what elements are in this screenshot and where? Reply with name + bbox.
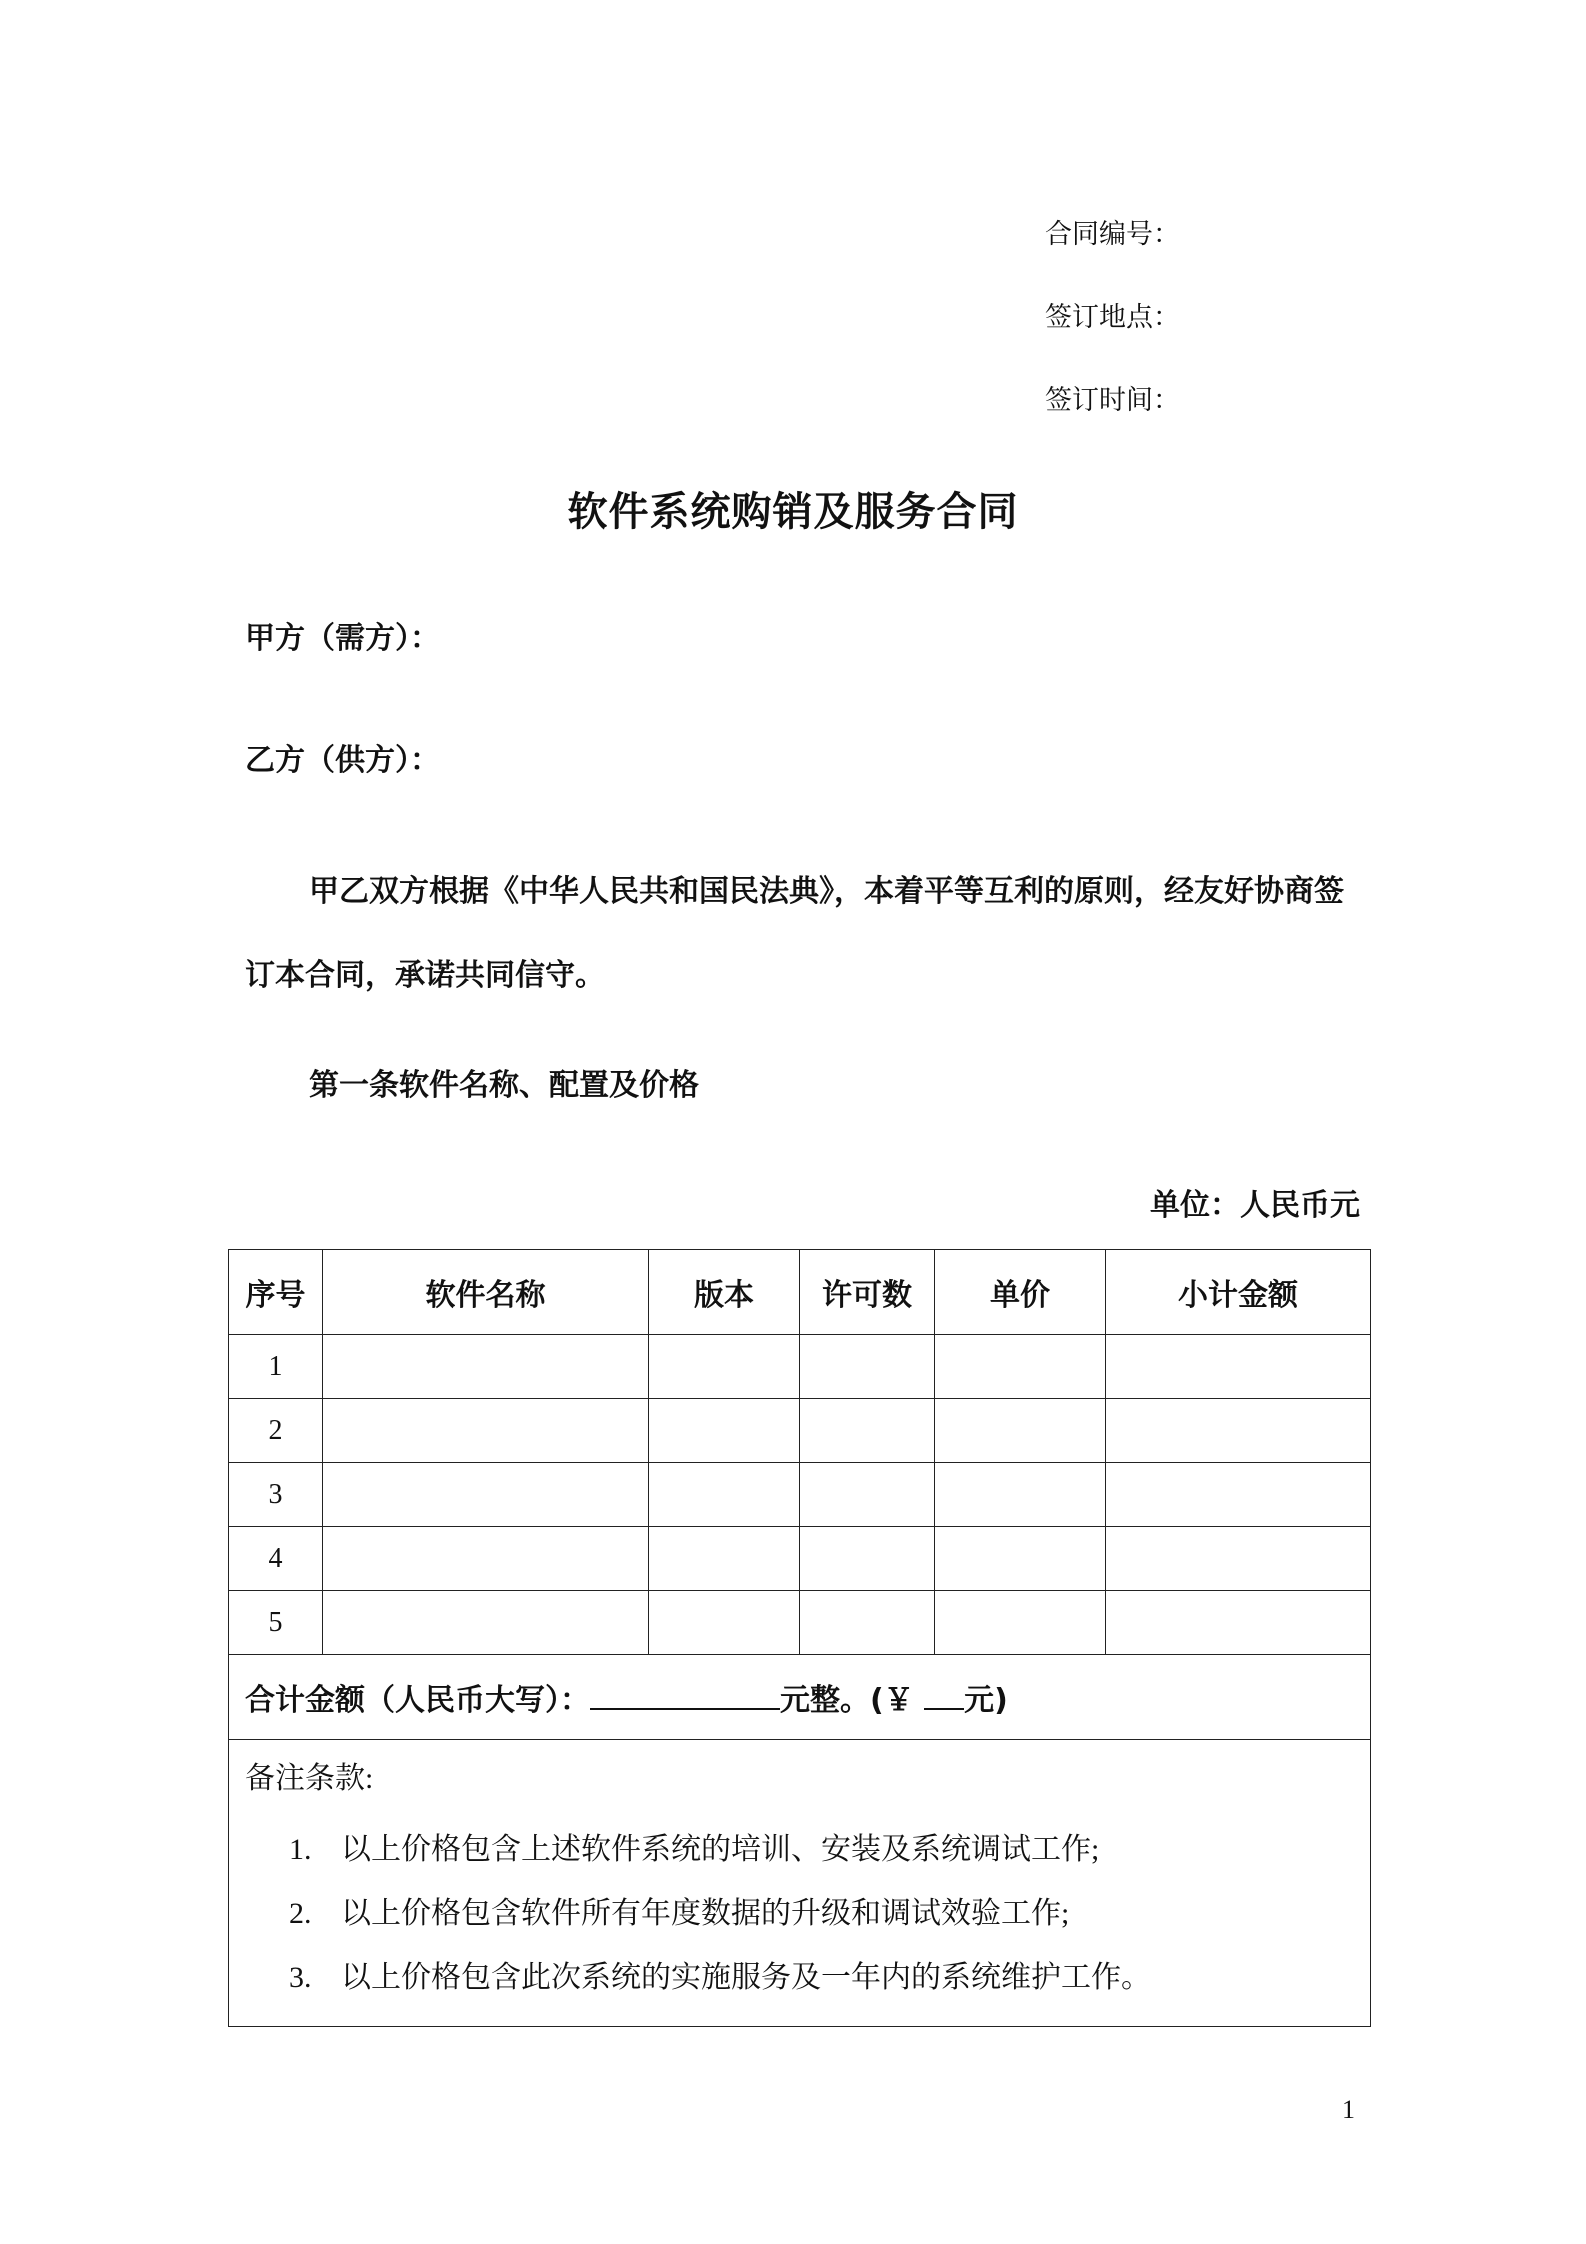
currency-unit: 单位：人民币元 [1150,1188,1360,1223]
remark-text: 以上价格包含此次系统的实施服务及一年内的系统维护工作。 [341,1961,1151,1994]
remark-item [245,1882,1354,1946]
intro-paragraph: 甲乙双方根据《中华人民共和国民法典》，本着平等互利的原则，经友好协商签订本合同，承诺共同信守。 [245,874,1344,993]
remark-number: 3. [289,1961,312,1994]
software-name-cell [323,1399,649,1463]
licenses-cell [800,1399,935,1463]
remark-text: 以上价格包含软件所有年度数据的升级和调试效验工作; [341,1897,1070,1930]
row-number: 2 [229,1399,323,1463]
unit-price-cell [935,1335,1106,1399]
row-number: 3 [229,1463,323,1527]
software-name-cell [323,1591,649,1655]
unit-price-cell [935,1527,1106,1591]
version-cell [649,1591,800,1655]
table-row [229,1591,1371,1655]
table-row [229,1463,1371,1527]
subtotal-cell [1106,1399,1371,1463]
col-header-unit-price: 单价 [935,1250,1106,1335]
remark-number: 2. [289,1897,312,1930]
row-number: 5 [229,1591,323,1655]
remark-text: 以上价格包含上述软件系统的培训、安装及系统调试工作; [341,1833,1100,1866]
col-header-subtotal: 小计金额 [1106,1250,1371,1335]
version-cell [649,1463,800,1527]
party-b-label: 乙方（供方）： [245,743,440,778]
contract-number-label: 合同编号： [1045,219,1180,250]
software-name-cell [323,1335,649,1399]
col-header-no: 序号 [229,1250,323,1335]
licenses-cell [800,1463,935,1527]
document-title: 软件系统购销及服务合同 [567,489,1019,535]
table-row [229,1335,1371,1399]
unit-price-cell [935,1399,1106,1463]
licenses-cell [800,1527,935,1591]
table-row [229,1399,1371,1463]
total-figure-blank [924,1682,964,1710]
total-row [229,1655,1371,1740]
subtotal-cell [1106,1335,1371,1399]
price-table [228,1249,1371,2027]
remarks-cell [229,1740,1371,2027]
page-number: 1 [1342,2095,1355,2124]
total-amount-cell [229,1655,1371,1740]
col-header-version: 版本 [649,1250,800,1335]
col-header-licenses: 许可数 [800,1250,935,1335]
licenses-cell [800,1335,935,1399]
signing-time-label: 签订时间： [1045,385,1180,416]
subtotal-cell [1106,1527,1371,1591]
software-name-cell [323,1463,649,1527]
party-a-label: 甲方（需方）： [245,621,440,656]
remark-number: 1. [289,1833,312,1866]
subtotal-cell [1106,1463,1371,1527]
table-row [229,1527,1371,1591]
table-header-row [229,1250,1371,1335]
version-cell [649,1335,800,1399]
row-number: 4 [229,1527,323,1591]
remark-item [245,1818,1354,1882]
version-cell [649,1527,800,1591]
signing-place-label: 签订地点： [1045,302,1180,333]
remarks-row [229,1740,1371,2027]
total-suffix: 元) [964,1683,1008,1718]
version-cell [649,1399,800,1463]
subtotal-cell [1106,1591,1371,1655]
total-mid: 元整。(￥ [780,1683,914,1718]
remarks-title: 备注条款: [245,1762,374,1795]
software-name-cell [323,1527,649,1591]
remark-item [245,1946,1354,2010]
unit-price-cell [935,1591,1106,1655]
article-1-heading: 第一条软件名称、配置及价格 [309,1068,699,1103]
unit-price-cell [935,1463,1106,1527]
licenses-cell [800,1591,935,1655]
col-header-software-name: 软件名称 [323,1250,649,1335]
row-number: 1 [229,1335,323,1399]
total-prefix: 合计金额（人民币大写）： [245,1683,590,1718]
total-amount-blank [590,1682,780,1710]
